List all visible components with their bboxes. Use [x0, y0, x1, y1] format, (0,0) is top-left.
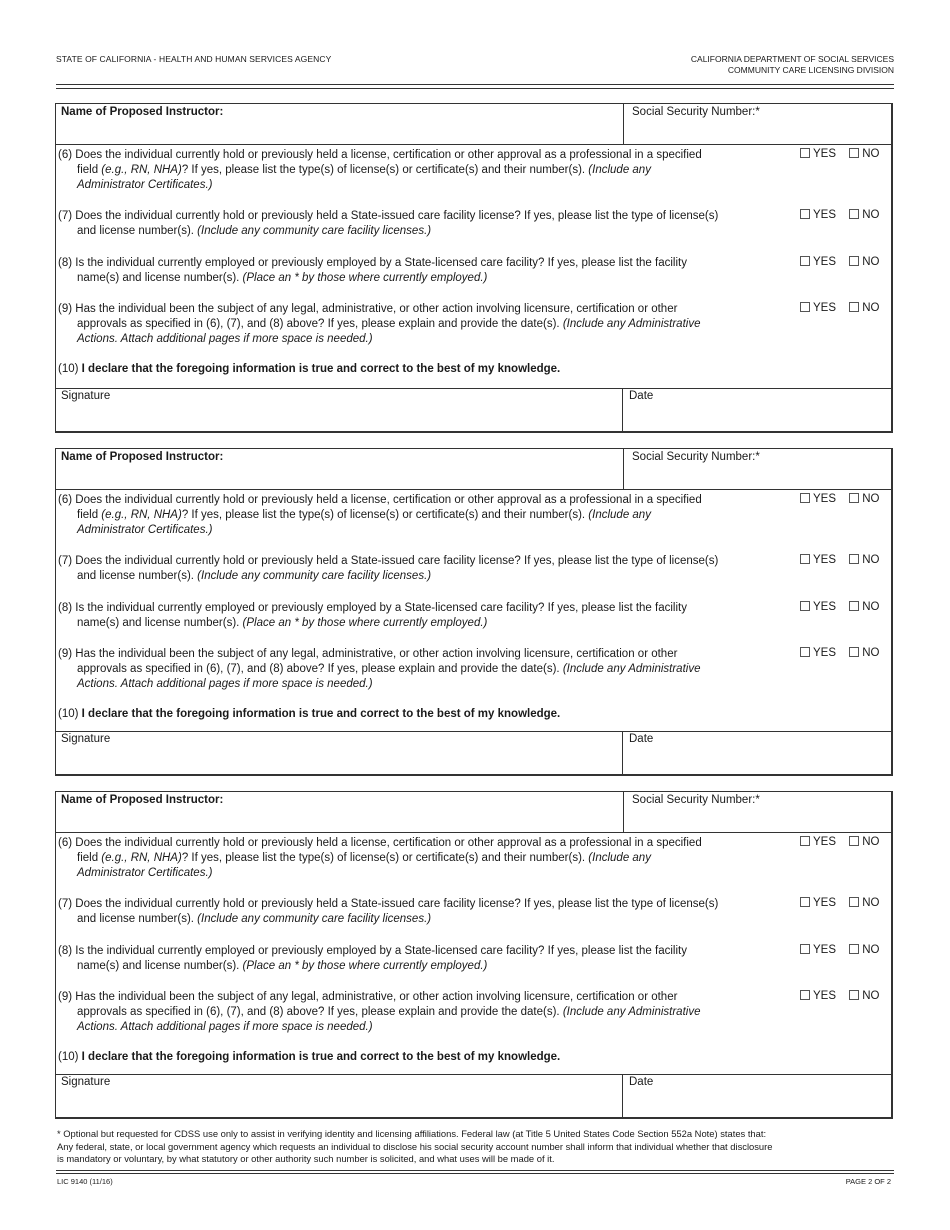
question-number: (6)	[58, 149, 73, 161]
agency-header: STATE OF CALIFORNIA - HEALTH AND HUMAN SERVICES AGENCY	[56, 54, 332, 64]
date-field[interactable]	[622, 389, 654, 431]
signature-field[interactable]: Signature	[61, 733, 111, 745]
footnote-line: is mandatory or voluntary, by what statutory or other authority such number is solicited, and what uses will be made of it.	[57, 1153, 555, 1165]
checkbox-box[interactable]	[800, 209, 810, 219]
question-text: name(s) and license number(s).	[77, 272, 243, 284]
question-7-answer	[800, 554, 879, 566]
instructor-id-row	[56, 792, 891, 833]
instructor-name-field[interactable]: Name of Proposed Instructor:	[61, 794, 224, 806]
yes-label: YES	[813, 897, 837, 909]
question-note: (Include any Administrative	[562, 318, 701, 330]
question-note: (Place an * by those where currently employed.)	[242, 960, 488, 972]
division-name: COMMUNITY CARE LICENSING DIVISION	[727, 65, 894, 75]
instructor-block	[55, 103, 893, 433]
question-example: (e.g., RN, NHA)	[101, 509, 182, 521]
question-8	[58, 601, 798, 631]
yes-checkbox[interactable]	[800, 944, 836, 956]
page-number: PAGE 2 OF 2	[845, 1177, 891, 1186]
no-checkbox[interactable]	[849, 601, 879, 613]
instructor-name-field[interactable]: Name of Proposed Instructor:	[61, 106, 224, 118]
yes-label: YES	[813, 209, 837, 221]
instructor-id-row	[56, 449, 891, 490]
footer-divider	[56, 1173, 894, 1174]
question-note: (Place an * by those where currently employed.)	[242, 617, 488, 629]
question-7	[58, 554, 798, 584]
header-divider	[56, 84, 894, 85]
instructor-name-field[interactable]: Name of Proposed Instructor:	[61, 451, 224, 463]
question-text: Does the individual currently hold or previously held a State-issued care facility license? If yes, please list the type of license(s)	[75, 210, 719, 222]
yes-checkbox[interactable]	[800, 647, 836, 659]
ssn-field[interactable]	[623, 104, 760, 144]
question-number: (9)	[58, 991, 73, 1003]
yes-checkbox[interactable]	[800, 990, 836, 1002]
checkbox-box[interactable]	[849, 554, 859, 564]
department-name: CALIFORNIA DEPARTMENT OF SOCIAL SERVICES	[690, 54, 894, 64]
question-text: Is the individual currently employed or previously employed by a State-licensed care facility? If yes, please list the facility	[75, 257, 687, 269]
declaration-text: I declare that the foregoing information is true and correct to the best of my knowledge.	[81, 363, 561, 375]
no-label: NO	[862, 493, 880, 505]
no-checkbox[interactable]	[849, 897, 879, 909]
date-label: Date	[629, 733, 654, 745]
question-text: name(s) and license number(s).	[77, 960, 243, 972]
no-label: NO	[862, 647, 880, 659]
no-checkbox[interactable]	[849, 647, 879, 659]
ssn-field[interactable]	[623, 792, 760, 832]
question-8-answer	[800, 601, 879, 613]
no-label: NO	[862, 148, 880, 160]
checkbox-box[interactable]	[849, 944, 859, 954]
ssn-label: Social Security Number:*	[632, 106, 760, 118]
question-number: (6)	[58, 837, 73, 849]
no-checkbox[interactable]	[849, 148, 879, 160]
question-text: field	[77, 852, 102, 864]
question-text: ? If yes, please list the type(s) of license(s) or certificate(s) and their number(s).	[181, 852, 589, 864]
question-note: Actions. Attach additional pages if more space is needed.)	[77, 678, 373, 690]
yes-checkbox[interactable]	[800, 493, 836, 505]
checkbox-box[interactable]	[849, 148, 859, 158]
form-id: LIC 9140 (11/16)	[57, 1177, 113, 1186]
signature-row	[56, 731, 891, 774]
question-8	[58, 944, 798, 974]
question-example: (e.g., RN, NHA)	[101, 852, 182, 864]
checkbox-box[interactable]	[849, 493, 859, 503]
no-label: NO	[862, 302, 880, 314]
checkbox-box[interactable]	[849, 836, 859, 846]
checkbox-box[interactable]	[849, 647, 859, 657]
question-text: Is the individual currently employed or previously employed by a State-licensed care facility? If yes, please list the facility	[75, 945, 687, 957]
question-text: Does the individual currently hold or previously held a State-issued care facility license? If yes, please list the type of license(s)	[75, 898, 719, 910]
question-7-answer	[800, 897, 879, 909]
question-number: (7)	[58, 898, 73, 910]
no-label: NO	[862, 897, 880, 909]
question-example: (e.g., RN, NHA)	[101, 164, 182, 176]
question-number: (8)	[58, 257, 73, 269]
no-label: NO	[862, 601, 880, 613]
date-field[interactable]	[622, 1075, 654, 1117]
signature-field[interactable]: Signature	[61, 1076, 111, 1088]
question-8-answer	[800, 944, 879, 956]
no-checkbox[interactable]	[849, 209, 879, 221]
ssn-field[interactable]	[623, 449, 760, 489]
question-number: (8)	[58, 945, 73, 957]
question-6-answer	[800, 836, 879, 848]
yes-label: YES	[813, 990, 837, 1002]
no-label: NO	[862, 209, 880, 221]
yes-checkbox[interactable]	[800, 601, 836, 613]
checkbox-box[interactable]	[800, 647, 810, 657]
question-note: (Include any	[588, 164, 651, 176]
question-8	[58, 256, 798, 286]
yes-label: YES	[813, 302, 837, 314]
question-number: (9)	[58, 303, 73, 315]
signature-row	[56, 388, 891, 431]
question-6-answer	[800, 148, 879, 160]
signature-field[interactable]: Signature	[61, 390, 111, 402]
question-number: (7)	[58, 555, 73, 567]
checkbox-box[interactable]	[849, 302, 859, 312]
question-note: (Include any Administrative	[562, 1006, 701, 1018]
declaration-text: I declare that the foregoing information is true and correct to the best of my knowledge.	[81, 708, 561, 720]
no-checkbox[interactable]	[849, 836, 879, 848]
declaration	[58, 1051, 560, 1063]
checkbox-box[interactable]	[849, 990, 859, 1000]
instructor-id-row	[56, 104, 891, 145]
yes-checkbox[interactable]	[800, 302, 836, 314]
question-number: (7)	[58, 210, 73, 222]
yes-checkbox[interactable]	[800, 897, 836, 909]
question-9	[58, 990, 798, 1035]
question-8-answer	[800, 256, 879, 268]
date-field[interactable]	[622, 732, 654, 774]
checkbox-box[interactable]	[800, 554, 810, 564]
question-text: Has the individual been the subject of any legal, administrative, or other action involving licensure, certification or other	[75, 303, 678, 315]
question-number: (10)	[58, 1051, 79, 1063]
question-7	[58, 209, 798, 239]
yes-checkbox[interactable]	[800, 148, 836, 160]
yes-label: YES	[813, 554, 837, 566]
yes-label: YES	[813, 601, 837, 613]
checkbox-box[interactable]	[849, 601, 859, 611]
checkbox-box[interactable]	[800, 897, 810, 907]
no-checkbox[interactable]	[849, 302, 879, 314]
question-text: Is the individual currently employed or previously employed by a State-licensed care facility? If yes, please list the facility	[75, 602, 687, 614]
no-checkbox[interactable]	[849, 493, 879, 505]
instructor-block	[55, 448, 893, 776]
yes-label: YES	[813, 148, 837, 160]
yes-checkbox[interactable]	[800, 256, 836, 268]
instructor-block	[55, 791, 893, 1119]
date-label: Date	[629, 390, 654, 402]
checkbox-box[interactable]	[849, 256, 859, 266]
question-6	[58, 493, 798, 538]
yes-checkbox[interactable]	[800, 554, 836, 566]
checkbox-box[interactable]	[800, 836, 810, 846]
checkbox-box[interactable]	[849, 897, 859, 907]
no-checkbox[interactable]	[849, 554, 879, 566]
yes-checkbox[interactable]	[800, 209, 836, 221]
question-note: (Place an * by those where currently employed.)	[242, 272, 488, 284]
question-text: field	[77, 164, 102, 176]
question-text: and license number(s).	[77, 570, 198, 582]
department-header	[691, 54, 894, 76]
no-label: NO	[862, 256, 880, 268]
question-6-answer	[800, 493, 879, 505]
question-7	[58, 897, 798, 927]
question-number: (6)	[58, 494, 73, 506]
question-text: and license number(s).	[77, 225, 198, 237]
yes-label: YES	[813, 493, 837, 505]
question-9	[58, 302, 798, 347]
no-checkbox[interactable]	[849, 944, 879, 956]
question-note: Actions. Attach additional pages if more space is needed.)	[77, 1021, 373, 1033]
question-note: Administrator Certificates.)	[77, 179, 213, 191]
question-number: (10)	[58, 708, 79, 720]
checkbox-box[interactable]	[800, 493, 810, 503]
checkbox-box[interactable]	[800, 148, 810, 158]
question-text: Does the individual currently hold or previously held a license, certification or other approval as a professional in a specified	[75, 837, 702, 849]
ssn-label: Social Security Number:*	[632, 451, 760, 463]
question-number: (9)	[58, 648, 73, 660]
privacy-footnote	[57, 1128, 893, 1166]
yes-label: YES	[813, 647, 837, 659]
question-note: (Include any community care facility licenses.)	[197, 913, 432, 925]
question-note: (Include any community care facility licenses.)	[197, 570, 432, 582]
header-divider	[56, 88, 894, 89]
question-text: and license number(s).	[77, 913, 198, 925]
no-checkbox[interactable]	[849, 990, 879, 1002]
yes-checkbox[interactable]	[800, 836, 836, 848]
question-note: Administrator Certificates.)	[77, 867, 213, 879]
footnote-line: * Optional but requested for CDSS use only to assist in verifying identity and licensing affiliations. Federal law (at Title 5 United States Code Section 552a Note) states that:	[57, 1128, 767, 1139]
question-text: field	[77, 509, 102, 521]
question-note: (Include any	[588, 509, 651, 521]
question-text: ? If yes, please list the type(s) of license(s) or certificate(s) and their number(s).	[181, 164, 589, 176]
no-label: NO	[862, 836, 880, 848]
no-label: NO	[862, 944, 880, 956]
question-text: Does the individual currently hold or previously held a license, certification or other approval as a professional in a specified	[75, 494, 702, 506]
question-text: approvals as specified in (6), (7), and (8) above? If yes, please explain and provide the date(s).	[77, 318, 563, 330]
question-9-answer	[800, 302, 879, 314]
question-note: Administrator Certificates.)	[77, 524, 213, 536]
question-note: (Include any community care facility licenses.)	[197, 225, 432, 237]
checkbox-box[interactable]	[800, 256, 810, 266]
checkbox-box[interactable]	[800, 990, 810, 1000]
question-text: Does the individual currently hold or previously held a State-issued care facility license? If yes, please list the type of license(s)	[75, 555, 719, 567]
yes-label: YES	[813, 836, 837, 848]
checkbox-box[interactable]	[800, 601, 810, 611]
question-text: ? If yes, please list the type(s) of license(s) or certificate(s) and their number(s).	[181, 509, 589, 521]
no-label: NO	[862, 554, 880, 566]
question-text: Has the individual been the subject of any legal, administrative, or other action involving licensure, certification or other	[75, 648, 678, 660]
question-6	[58, 836, 798, 881]
date-label: Date	[629, 1076, 654, 1088]
question-note: (Include any Administrative	[562, 663, 701, 675]
ssn-label: Social Security Number:*	[632, 794, 760, 806]
checkbox-box[interactable]	[849, 209, 859, 219]
footnote-line: Any federal, state, or local government agency which requests an individual to disclose his social security account number shall inform that individual whether that disclosure	[57, 1140, 773, 1152]
checkbox-box[interactable]	[800, 302, 810, 312]
checkbox-box[interactable]	[800, 944, 810, 954]
question-9	[58, 647, 798, 692]
question-text: approvals as specified in (6), (7), and (8) above? If yes, please explain and provide the date(s).	[77, 1006, 563, 1018]
question-text: approvals as specified in (6), (7), and (8) above? If yes, please explain and provide the date(s).	[77, 663, 563, 675]
question-text: Does the individual currently hold or previously held a license, certification or other approval as a professional in a specified	[75, 149, 702, 161]
no-checkbox[interactable]	[849, 256, 879, 268]
question-9-answer	[800, 990, 879, 1002]
question-note: Actions. Attach additional pages if more space is needed.)	[77, 333, 373, 345]
question-9-answer	[800, 647, 879, 659]
declaration	[58, 363, 560, 375]
question-text: name(s) and license number(s).	[77, 617, 243, 629]
yes-label: YES	[813, 256, 837, 268]
no-label: NO	[862, 990, 880, 1002]
question-text: Has the individual been the subject of any legal, administrative, or other action involving licensure, certification or other	[75, 991, 678, 1003]
question-6	[58, 148, 798, 193]
signature-row	[56, 1074, 891, 1117]
footer-divider	[56, 1170, 894, 1171]
question-7-answer	[800, 209, 879, 221]
declaration-text: I declare that the foregoing information is true and correct to the best of my knowledge.	[81, 1051, 561, 1063]
declaration	[58, 708, 560, 720]
question-number: (10)	[58, 363, 79, 375]
question-note: (Include any	[588, 852, 651, 864]
yes-label: YES	[813, 944, 837, 956]
question-number: (8)	[58, 602, 73, 614]
